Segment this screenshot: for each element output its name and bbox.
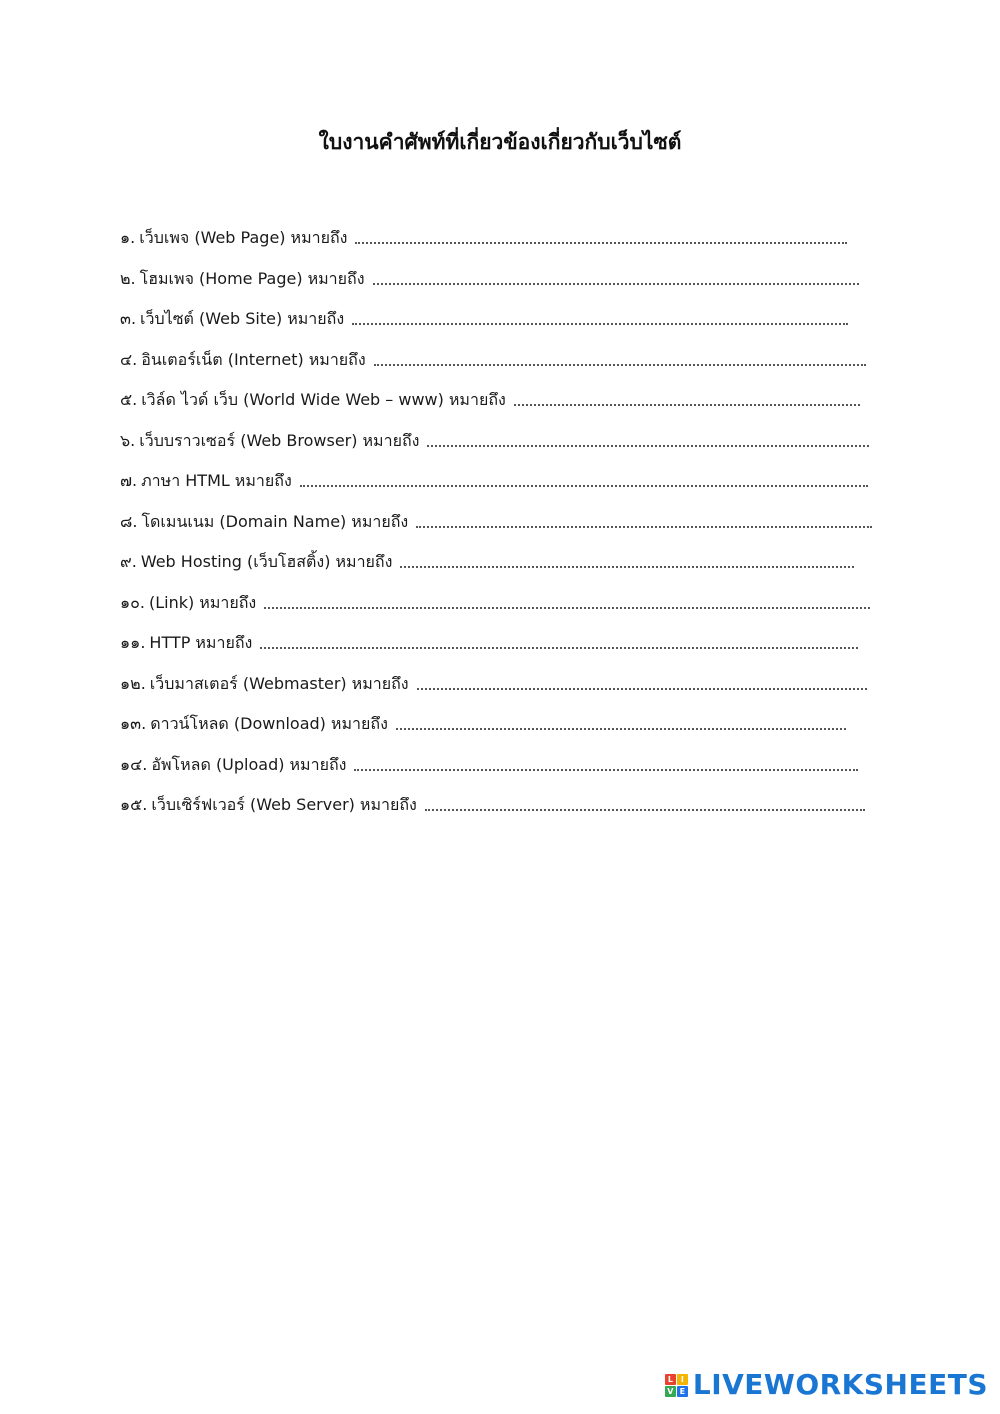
- question-row: [120, 789, 890, 830]
- answer-field[interactable]: [355, 222, 847, 244]
- logo-letter-square: V: [665, 1386, 676, 1397]
- question-row: [120, 425, 890, 466]
- answer-field[interactable]: [396, 708, 846, 730]
- means-label: หมายถึง: [351, 511, 409, 531]
- question-term: (Link): [149, 592, 195, 612]
- means-label: หมายถึง: [289, 754, 347, 774]
- answer-field[interactable]: [300, 465, 868, 487]
- worksheet-title: ใบงานคำศัพท์ที่เกี่ยวข้องเกี่ยวกับเว็บไซต์: [318, 130, 682, 154]
- question-row: [120, 263, 890, 304]
- question-number: ๕.: [120, 390, 138, 409]
- means-label: หมายถึง: [195, 633, 253, 652]
- question-number: ๔.: [120, 349, 138, 369]
- question-term: เว็บบราวเซอร์ (Web Browser): [139, 430, 358, 450]
- answer-field[interactable]: [425, 789, 865, 811]
- answer-field[interactable]: [400, 546, 854, 568]
- answer-field[interactable]: [417, 668, 867, 690]
- means-label: หมายถึง: [307, 268, 365, 288]
- question-number: ๒.: [120, 268, 136, 288]
- question-row: [120, 344, 890, 385]
- question-number: ๑๕.: [120, 795, 148, 814]
- question-row: [120, 668, 890, 709]
- question-row: [120, 546, 890, 587]
- question-number: ๘.: [120, 511, 138, 531]
- question-row: [120, 303, 890, 344]
- question-number: ๖.: [120, 430, 136, 450]
- liveworksheets-logo: [665, 1368, 988, 1402]
- means-label: หมายถึง: [234, 471, 292, 490]
- answer-field[interactable]: [427, 425, 869, 447]
- question-row: [120, 587, 890, 628]
- question-term: โฮมเพจ (Home Page): [139, 268, 303, 288]
- logo-letter-square: L: [665, 1374, 676, 1385]
- answer-field[interactable]: [260, 627, 858, 649]
- question-row: [120, 708, 890, 749]
- question-row: [120, 627, 890, 668]
- means-label: หมายถึง: [330, 714, 388, 733]
- question-list: [120, 222, 890, 830]
- answer-field[interactable]: [514, 384, 860, 406]
- question-term: เวิล์ด ไวด์ เว็บ (World Wide Web – www): [141, 390, 444, 409]
- question-term: ดาวน์โหลด (Download): [150, 714, 326, 733]
- means-label: หมายถึง: [308, 349, 366, 369]
- question-number: ๓.: [120, 309, 137, 328]
- means-label: หมายถึง: [359, 795, 417, 814]
- question-term: เว็บมาสเตอร์ (Webmaster): [149, 673, 347, 693]
- question-number: ๗.: [120, 471, 138, 490]
- answer-field[interactable]: [374, 344, 866, 366]
- liveworksheets-logo-icon: [665, 1374, 688, 1397]
- answer-field[interactable]: [373, 263, 859, 285]
- question-number: ๑๑.: [120, 633, 146, 652]
- question-row: [120, 506, 890, 547]
- question-term: ภาษา HTML: [141, 471, 230, 490]
- question-row: [120, 384, 890, 425]
- question-row: [120, 222, 890, 263]
- question-term: โดเมนเนม (Domain Name): [141, 511, 347, 531]
- answer-field[interactable]: [354, 749, 858, 771]
- question-term: เว็บเพจ (Web Page): [139, 228, 286, 247]
- question-number: ๑.: [120, 228, 136, 247]
- question-term: เว็บไซต์ (Web Site): [140, 309, 283, 328]
- question-row: [120, 465, 890, 506]
- answer-field[interactable]: [352, 303, 848, 325]
- question-number: ๑๓.: [120, 714, 147, 733]
- question-term: อินเตอร์เน็ต (Internet): [141, 349, 304, 369]
- question-term: HTTP: [149, 633, 191, 652]
- answer-field[interactable]: [416, 506, 872, 528]
- logo-letter-square: I: [677, 1374, 688, 1385]
- question-number: ๑๐.: [120, 592, 146, 612]
- means-label: หมายถึง: [362, 430, 420, 450]
- question-number: ๑๒.: [120, 673, 146, 693]
- means-label: หมายถึง: [448, 390, 506, 409]
- question-term: เว็บเซิร์ฟเวอร์ (Web Server): [151, 795, 355, 814]
- question-number: ๑๔.: [120, 754, 148, 774]
- question-term: Web Hosting (เว็บโฮสติ้ง): [140, 552, 331, 571]
- question-number: ๙.: [120, 552, 137, 571]
- liveworksheets-logo-text: LIVEWORKSHEETS: [692, 1368, 988, 1401]
- question-term: อัพโหลด (Upload): [151, 754, 285, 774]
- means-label: หมายถึง: [335, 552, 393, 571]
- question-row: [120, 749, 890, 790]
- logo-letter-square: E: [677, 1386, 688, 1397]
- means-label: หมายถึง: [290, 228, 348, 247]
- means-label: หมายถึง: [287, 309, 345, 328]
- means-label: หมายถึง: [199, 592, 257, 612]
- means-label: หมายถึง: [351, 673, 409, 693]
- answer-field[interactable]: [264, 587, 870, 609]
